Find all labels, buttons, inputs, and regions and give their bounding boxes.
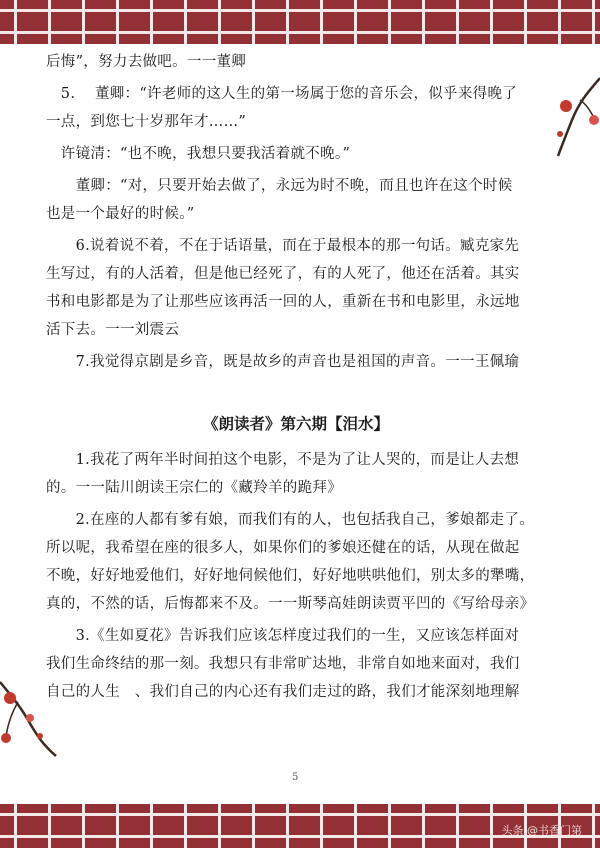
text-line: 3.《生如夏花》告诉我们应该怎样度过我们的一生，又应该怎样面对 <box>46 628 520 644</box>
text-line: 1.我花了两年半时间拍这个电影，不是为了让人哭的，而是让人去想 <box>46 452 520 468</box>
paragraph <box>46 446 546 502</box>
paragraph <box>46 48 546 76</box>
text-line: 所以呢，我希望在座的很多人，如果你们的爹娘还健在的话，从现在做起 <box>46 540 520 556</box>
text-line: 2.在座的人都有爹有娘，而我们有的人，也包括我自己，爹娘都走了。 <box>46 512 535 528</box>
text-line: 活下去。一一刘震云 <box>46 322 180 338</box>
text-line: 许镜清：“也不晚，我想只要我活着就不晚。” <box>46 146 351 162</box>
paragraph-group-top <box>46 48 546 376</box>
top-decorative-border <box>0 0 600 44</box>
paragraph <box>46 232 546 344</box>
paragraph <box>46 140 546 168</box>
text-line: 生写过，有的人活着，但是他已经死了，有的人死了，他还在活着。其实 <box>46 266 520 282</box>
paragraph-group-bottom <box>46 446 546 706</box>
text-line: 7.我觉得京剧是乡音，既是故乡的声音也是祖国的声音。一一王佩瑜 <box>46 354 520 370</box>
watermark-text: 头条 @书香门第 <box>501 824 582 837</box>
page-number: 5 <box>292 772 299 783</box>
document-body <box>46 48 546 710</box>
paragraph <box>46 348 546 376</box>
text-line: 不晚，好好地爱他们，好好地伺候他们，好好地哄哄他们，别太多的犟嘴， <box>46 568 535 584</box>
text-line: 真的，不然的话，后悔都来不及。一一斯琴高娃朗读贾平凹的《写给母亲》 <box>46 596 535 612</box>
text-line: 后悔”，努力去做吧。一一董卿 <box>46 54 247 70</box>
text-line: 也是一个最好的时候。” <box>46 206 195 222</box>
plum-blossom-branch-top-right <box>550 70 600 160</box>
text-line: 5. 董卿：“许老师的这人生的第一场属于您的音乐会，似乎来得晚了 <box>46 86 518 102</box>
section-title: 《朗读者》第六期【泪水】 <box>202 415 389 433</box>
text-line: 自己的人生 、我们自己的内心还有我们走过的路，我们才能深刻地理解 <box>46 684 520 700</box>
text-line: 一点，到您七十岁那年才……” <box>46 114 247 130</box>
text-line: 我们生命终结的那一刻。我想只有非常旷达地，非常自如地来面对，我们 <box>46 656 520 672</box>
paragraph <box>46 622 546 706</box>
text-line: 6.说着说不着，不在于话语量，而在于最根本的那一句话。臧克家先 <box>46 238 520 254</box>
text-line: 董卿：“对，只要开始去做了，永远为时不晚，而且也许在这个时候 <box>46 178 513 194</box>
text-line: 书和电影都是为了让那些应该再活一回的人，重新在书和电影里，永远地 <box>46 294 520 310</box>
paragraph <box>46 506 546 618</box>
paragraph <box>46 172 546 228</box>
paragraph <box>46 80 546 136</box>
text-line: 的。一一陆川朗读王宗仁的《藏羚羊的跪拜》 <box>46 480 342 496</box>
